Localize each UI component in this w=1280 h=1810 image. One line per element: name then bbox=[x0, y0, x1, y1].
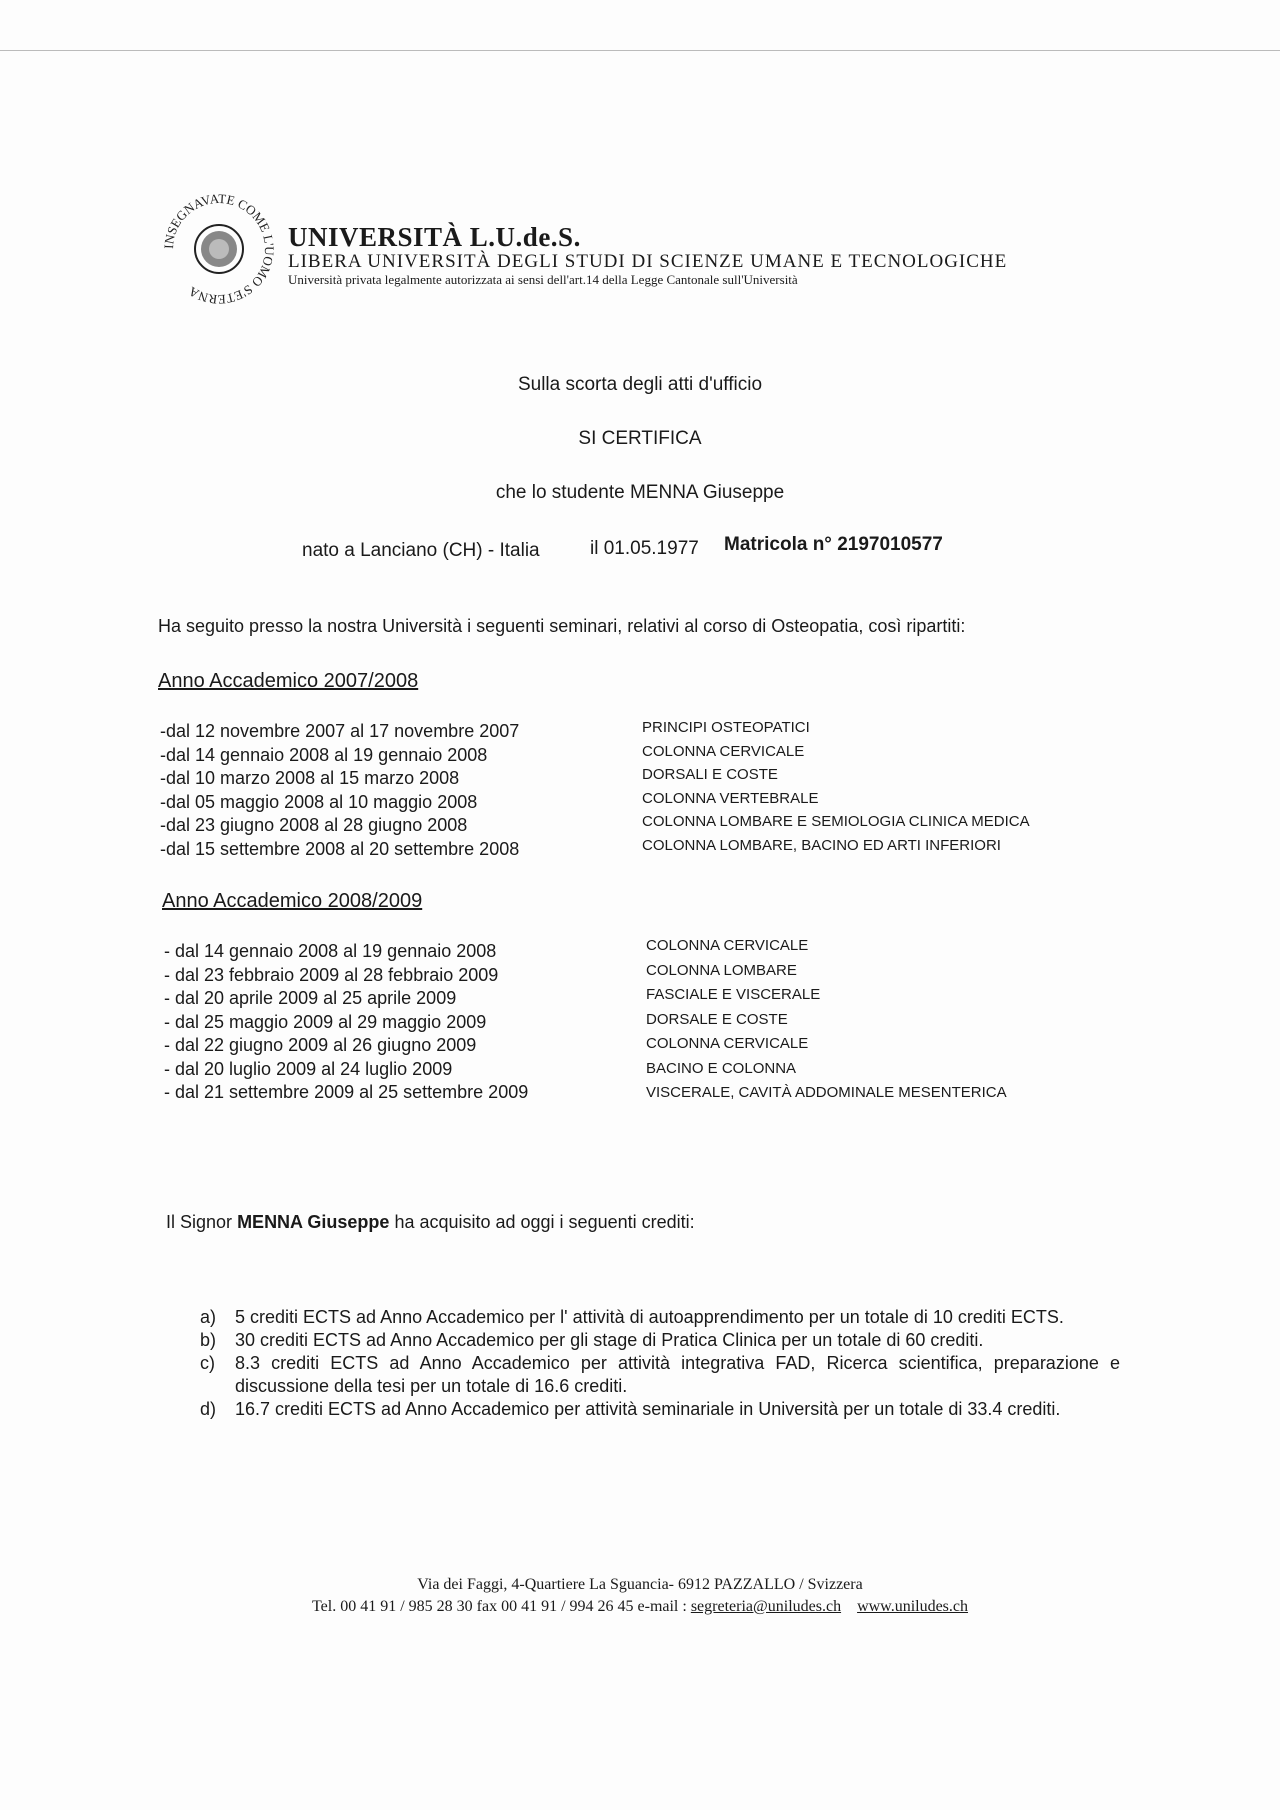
topic-item: COLONNA CERVICALE bbox=[646, 937, 809, 954]
credit-text: 8.3 crediti ECTS ad Anno Accademico per attività integrativa FAD, Ricerca scientifica, preparazione e discussione della tesi per un totale di 16.6 crediti. bbox=[235, 1353, 1120, 1396]
topic-item: COLONNA CERVICALE bbox=[646, 1035, 809, 1052]
matricola-line bbox=[724, 534, 943, 556]
credits-list bbox=[200, 1306, 1120, 1421]
matricola-label: Matricola n° bbox=[724, 534, 832, 555]
date-item: - dal 14 gennaio 2008 al 19 gennaio 2008 bbox=[164, 941, 497, 961]
student-prefix: che lo studente bbox=[495, 482, 625, 503]
date-item: -dal 10 marzo 2008 al 15 marzo 2008 bbox=[160, 768, 460, 788]
university-seal-logo bbox=[160, 190, 278, 308]
credit-item bbox=[200, 1329, 1120, 1352]
matricola-number: 2197010577 bbox=[837, 534, 943, 555]
topic-item: PRINCIPI OSTEOPATICI bbox=[642, 719, 810, 736]
dates-list-2007-2008 bbox=[160, 720, 519, 861]
date-item: - dal 20 luglio 2009 al 24 luglio 2009 bbox=[164, 1058, 453, 1079]
date-item: - dal 22 giugno 2009 al 26 giugno 2009 bbox=[164, 1035, 477, 1055]
credit-text: 16.7 crediti ECTS ad Anno Accademico per attività seminariale in Università per un totale di 33.4 crediti. bbox=[235, 1399, 1061, 1419]
credits-intro-name: MENNA Giuseppe bbox=[237, 1212, 390, 1232]
credit-label: d) bbox=[200, 1399, 217, 1419]
topic-item: COLONNA VERTEBRALE bbox=[642, 789, 819, 807]
year-title-2007-2008: Anno Accademico 2007/2008 bbox=[158, 670, 419, 692]
topic-item: COLONNA LOMBARE bbox=[646, 961, 797, 979]
footer-email-link[interactable]: segreteria@uniludes.ch bbox=[690, 1598, 842, 1615]
date-item: -dal 05 maggio 2008 al 10 maggio 2008 bbox=[160, 791, 478, 812]
credits-intro-suffix: ha acquisito ad oggi i seguenti crediti: bbox=[394, 1212, 695, 1232]
credit-text: 5 crediti ECTS ad Anno Accademico per l' attività di autoapprendimento per un totale di 10 crediti ECTS. bbox=[235, 1307, 1064, 1327]
date-item: -dal 23 giugno 2008 al 28 giugno 2008 bbox=[160, 815, 468, 835]
topic-item: FASCIALE E VISCERALE bbox=[646, 986, 821, 1003]
credits-intro-prefix: Il Signor bbox=[166, 1212, 233, 1232]
date-item: - dal 23 febbraio 2009 al 28 febbraio 2009 bbox=[164, 964, 499, 985]
credit-item bbox=[200, 1306, 1120, 1329]
university-name: UNIVERSITÀ L.U.de.S. bbox=[288, 222, 581, 252]
student-line bbox=[0, 482, 1280, 504]
topic-item: DORSALI E COSTE bbox=[642, 766, 778, 783]
topic-item: VISCERALE, CAVITÀ ADDOMINALE MESENTERICA bbox=[646, 1084, 1007, 1101]
topic-item: COLONNA CERVICALE bbox=[642, 742, 805, 760]
topics-list-2008-2009 bbox=[646, 934, 1007, 1106]
footer-website-link[interactable]: www.uniludes.ch bbox=[857, 1598, 969, 1615]
credit-text: 30 crediti ECTS ad Anno Accademico per gli stage di Pratica Clinica per un totale di 60 crediti. bbox=[235, 1330, 984, 1350]
credits-intro bbox=[166, 1212, 695, 1233]
date-item: -dal 14 gennaio 2008 al 19 gennaio 2008 bbox=[160, 744, 488, 765]
credit-label: a) bbox=[200, 1307, 217, 1327]
born-date: 01.05.1977 bbox=[603, 538, 699, 559]
born-date-label: il bbox=[590, 538, 599, 559]
svg-text:INSEGNAVATE COME L'UOMO S'ETER: INSEGNAVATE COME L'UOMO S'ETERNA bbox=[160, 190, 278, 308]
certify-heading: SI CERTIFICA bbox=[578, 428, 702, 449]
topic-item: COLONNA LOMBARE, BACINO ED ARTI INFERIORI bbox=[642, 836, 1001, 854]
credit-label: b) bbox=[200, 1330, 217, 1350]
university-subtitle: LIBERA UNIVERSITÀ DEGLI STUDI DI SCIENZE UMANE E TECNOLOGICHE bbox=[288, 251, 1008, 272]
university-legal-note: Università privata legalmente autorizzata ai sensi dell'art.14 della Legge Cantonale sull'Università bbox=[288, 272, 798, 287]
credit-label: c) bbox=[200, 1353, 215, 1373]
topic-item: DORSALE E COSTE bbox=[646, 1010, 788, 1028]
seminari-intro: Ha seguito presso la nostra Università i seguenti seminari, relativi al corso di Osteopatia, così ripartiti: bbox=[158, 616, 966, 636]
credit-item bbox=[200, 1352, 1120, 1398]
intro-line-1: Sulla scorta degli atti d'ufficio bbox=[517, 374, 763, 395]
date-item: - dal 25 maggio 2009 al 29 maggio 2009 bbox=[164, 1011, 487, 1032]
birth-date-line bbox=[590, 538, 699, 560]
footer-address: Via dei Faggi, 4-Quartiere La Sguancia- 6912 PAZZALLO / Svizzera bbox=[417, 1576, 863, 1593]
footer-contacts bbox=[0, 1598, 1280, 1616]
born-place: Lanciano (CH) - Italia bbox=[360, 540, 540, 561]
scan-edge-line bbox=[0, 50, 1280, 51]
born-label: nato a bbox=[302, 540, 355, 561]
dates-list-2008-2009 bbox=[164, 940, 528, 1105]
date-item: - dal 20 aprile 2009 al 25 aprile 2009 bbox=[164, 988, 457, 1008]
date-item: -dal 15 settembre 2008 al 20 settembre 2008 bbox=[160, 838, 520, 859]
date-item: - dal 21 settembre 2009 al 25 settembre 2009 bbox=[164, 1082, 529, 1102]
topic-item: COLONNA LOMBARE E SEMIOLOGIA CLINICA MEDICA bbox=[642, 813, 1030, 830]
credit-item bbox=[200, 1398, 1120, 1421]
birth-line bbox=[302, 540, 540, 562]
footer-phone-fax: Tel. 00 41 91 / 985 28 30 fax 00 41 91 / 994 26 45 e-mail : bbox=[311, 1598, 691, 1615]
university-header bbox=[288, 222, 1007, 288]
topic-item: BACINO E COLONNA bbox=[646, 1059, 797, 1077]
student-name: MENNA Giuseppe bbox=[629, 482, 785, 503]
topics-list-2007-2008 bbox=[642, 716, 1030, 857]
year-title-2008-2009: Anno Accademico 2008/2009 bbox=[162, 890, 423, 912]
date-item: -dal 12 novembre 2007 al 17 novembre 2007 bbox=[160, 721, 520, 741]
